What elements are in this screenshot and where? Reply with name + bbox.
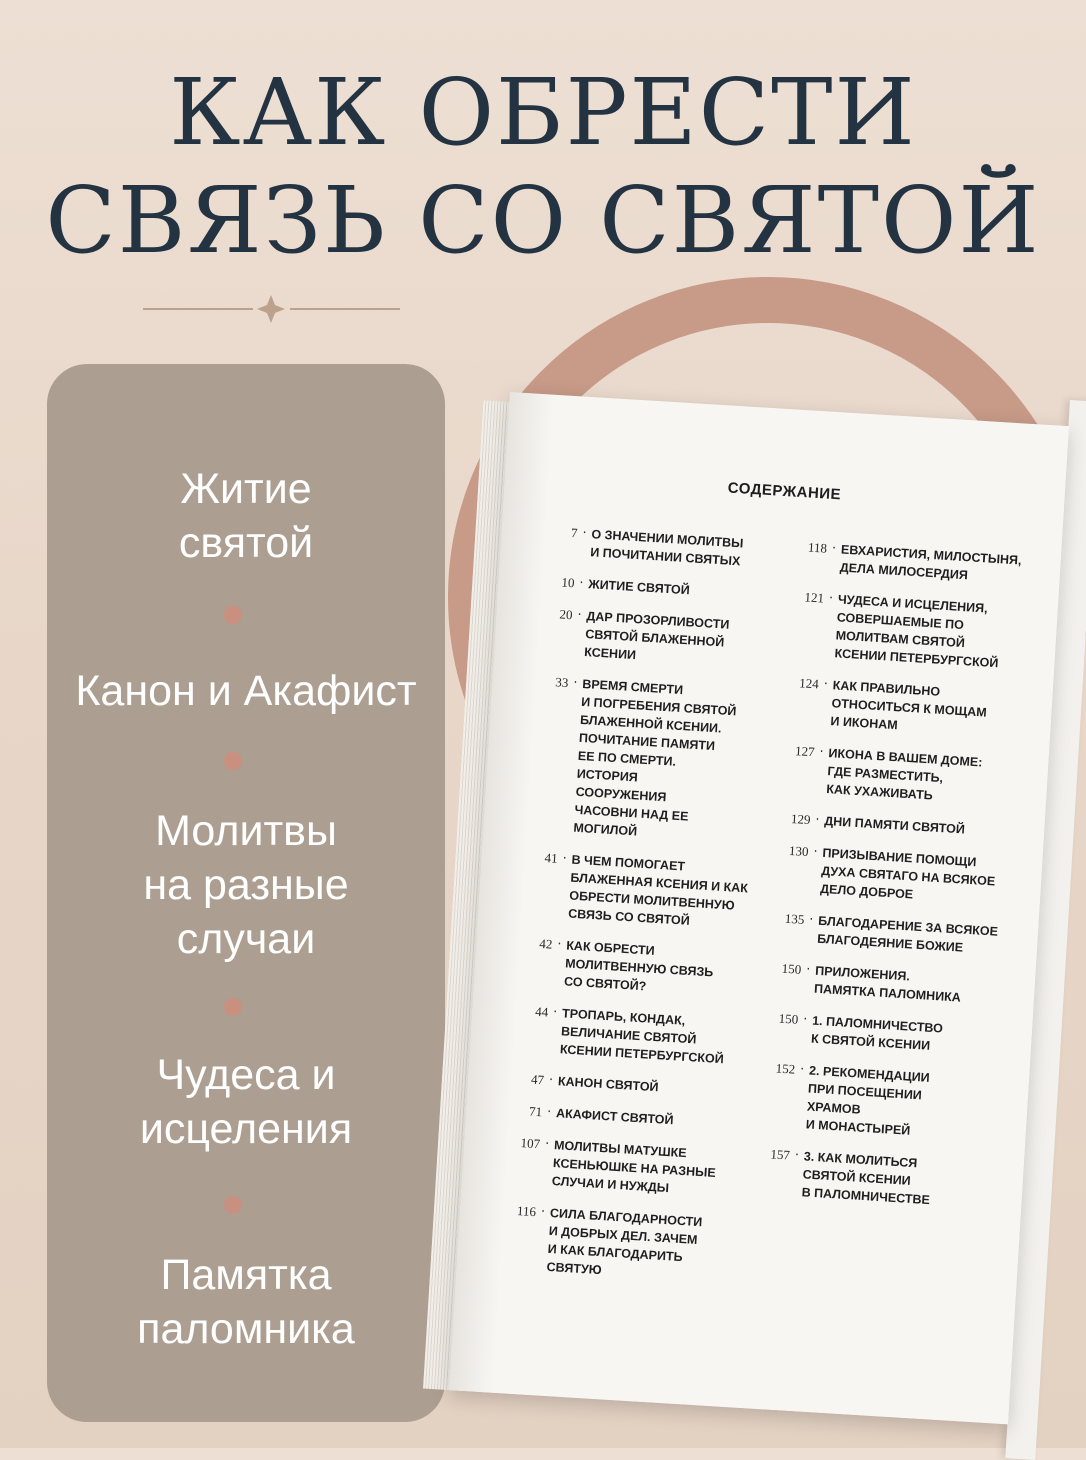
toc-page-number: 129 [790, 810, 811, 828]
toc-entry [751, 1058, 930, 1141]
toc-page-number: 42 [538, 935, 553, 952]
toc-separator: · [581, 525, 588, 541]
toc-page-number: 130 [788, 842, 809, 860]
toc-page-number: 41 [544, 849, 559, 866]
feature-panel [47, 364, 445, 1422]
toc-entry [506, 1001, 727, 1068]
toc-page-number: 33 [554, 674, 569, 691]
toc-entry-title: ВРЕМЯ СМЕРТИ И ПОГРЕБЕНИЯ СВЯТОЙ БЛАЖЕННОЙ КСЕНИИ. ПОЧИТАНИЕ ПАМЯТИ ЕЕ ПО СМЕРТИ. ИСТОРИЯ СООРУЖЕНИЯ ЧАСОВНИ НАД ЕЕ МОГИЛОЙ [573, 676, 737, 839]
toc-page-number: 152 [775, 1060, 796, 1077]
toc-entry [776, 673, 988, 740]
toc-page-number: 47 [530, 1071, 545, 1088]
toc-entry [502, 1101, 674, 1129]
toc-separator: · [540, 1204, 546, 1220]
toc-entry [536, 522, 744, 571]
panel-dot [224, 752, 242, 770]
toc-entry-title: КАНОН СВЯТОЙ [557, 1074, 659, 1095]
toc-entry [770, 809, 965, 839]
toc-entry [510, 933, 715, 999]
toc-page-number: 121 [804, 589, 825, 606]
toc-separator: · [805, 962, 811, 978]
toc-entry [519, 672, 738, 846]
toc-entry [747, 1144, 932, 1209]
toc-entry-title: ЕВХАРИСТИЯ, МИЛОСТЫНЯ, ДЕЛА МИЛОСЕРДИЯ [839, 542, 1022, 583]
toc-entry-title: 2. РЕКОМЕНДАЦИИ ПРИ ПОСЕЩЕНИИ ХРАМОВ И МОНАСТЫРЕЙ [805, 1063, 931, 1138]
toc-separator: · [572, 675, 578, 691]
toc-page-number: 20 [559, 606, 573, 623]
panel-dot [224, 998, 242, 1016]
toc-separator: · [802, 1012, 808, 1028]
toc-page-number: 107 [520, 1135, 541, 1152]
panel-item-canon: Канон и Акафист [75, 667, 417, 715]
toc-entry [766, 841, 997, 909]
toc-entry-title: АКАФИСТ СВЯТОЙ [555, 1106, 674, 1128]
book-page [449, 392, 1069, 1424]
toc-entry-title: ПРИЗЫВАНИЕ ПОМОЩИ ДУХА СВЯТАГО НА ВСЯКОЕ ДЕЛО ДОБРОЕ [819, 845, 996, 902]
toc-entry [772, 741, 983, 808]
toc-entry [504, 1069, 659, 1096]
panel-item-life: Житие святой [178, 465, 314, 567]
toc-separator: · [576, 607, 583, 623]
toc-entry-title: МОЛИТВЫ МАТУШКЕ КСЕНЬЮШКЕ НА РАЗНЫЕ СЛУЧАИ И НУЖДЫ [551, 1138, 717, 1196]
page-title-line-2: СВЯЗЬ СО СВЯТОЙ [45, 167, 1041, 274]
toc-page-number: 118 [807, 539, 828, 556]
book [449, 392, 1069, 1424]
toc-separator: · [548, 1072, 554, 1088]
page-title-line-1: КАК ОБРЕСТИ [169, 59, 917, 166]
toc-separator: · [799, 1061, 805, 1078]
toc-entry [760, 958, 963, 1006]
toc-page-number: 10 [561, 574, 575, 591]
toc-separator: · [828, 590, 834, 607]
toc-entry [763, 909, 999, 959]
toc-entry-title: СИЛА БЛАГОДАРНОСТИ И ДОБРЫХ ДЕЛ. ЗАЧЕМ И КАК БЛАГОДАРИТЬ СВЯТУЮ [546, 1205, 703, 1278]
toc-separator: · [814, 812, 820, 828]
panel-dot [224, 1196, 242, 1214]
toc-entry [780, 587, 1002, 672]
toc-entry-title: БЛАГОДАРЕНИЕ ЗА ВСЯКОЕ БЛАГОДЕЯНИЕ БОЖИЕ [816, 913, 999, 955]
toc-entry [785, 537, 1022, 587]
toc-entry [530, 604, 730, 670]
panel-dot [224, 606, 242, 624]
toc-entry [514, 847, 750, 933]
toc-separator: · [578, 575, 584, 591]
toc-entry-title: ИКОНА В ВАШЕМ ДОМЕ: ГДЕ РАЗМЕСТИТЬ, КАК УХАЖИВАТЬ [825, 746, 983, 803]
toc-separator: · [556, 936, 562, 953]
ornament-icon [252, 293, 290, 325]
toc-separator: · [812, 844, 819, 860]
toc-page-number: 150 [778, 1010, 799, 1027]
toc-separator: · [831, 540, 837, 557]
toc-separator: · [819, 744, 825, 760]
toc-separator: · [562, 851, 568, 867]
toc-entry-title: В ЧЕМ ПОМОГАЕТ БЛАЖЕННАЯ КСЕНИЯ И КАК ОБРЕСТИ МОЛИТВЕННУЮ СВЯЗЬ СО СВЯТОЙ [567, 852, 749, 928]
toc-page-number: 157 [770, 1146, 791, 1163]
toc-page-number: 150 [781, 960, 802, 977]
toc-separator: · [823, 676, 829, 692]
toc-page-number: 44 [534, 1003, 549, 1020]
toc-page-number: 124 [798, 675, 820, 692]
toc-entry-title: ДНИ ПАМЯТИ СВЯТОЙ [823, 814, 966, 837]
toc-separator: · [546, 1104, 552, 1120]
panel-item-prayers: Молитвы на разные случаи [143, 807, 349, 963]
toc-entry-title: 3. КАК МОЛИТЬСЯ СВЯТОЙ КСЕНИИ В ПАЛОМНИЧЕСТВЕ [801, 1149, 931, 1208]
toc-separator: · [544, 1136, 550, 1152]
toc-page-number: 71 [528, 1103, 543, 1120]
divider-left [143, 308, 253, 310]
toc-entry [757, 1008, 944, 1055]
divider-right [290, 308, 400, 310]
toc-separator: · [808, 912, 814, 928]
toc-entry-title: ТРОПАРЬ, КОНДАК, ВЕЛИЧАНИЕ СВЯТОЙ КСЕНИИ ПЕТЕРБУРГСКОЙ [559, 1006, 725, 1067]
toc-entry-title: ДАР ПРОЗОРЛИВОСТИ СВЯТОЙ БЛАЖЕННОЙ КСЕНИИ [583, 609, 730, 663]
toc-entry-title: КАК ОБРЕСТИ МОЛИТВЕННУЮ СВЯЗЬ СО СВЯТОЙ? [563, 938, 714, 994]
toc-entry [534, 572, 690, 599]
toc-entry-title: 1. ПАЛОМНИЧЕСТВО К СВЯТОЙ КСЕНИИ [810, 1013, 944, 1053]
toc-separator: · [552, 1004, 558, 1021]
toc-entry-title: ПРИЛОЖЕНИЯ. ПАМЯТКА ПАЛОМНИКА [813, 963, 962, 1005]
panel-item-pilgrim: Памятка паломника [137, 1251, 355, 1353]
toc-entry [497, 1133, 717, 1200]
toc-page-number: 127 [794, 743, 816, 760]
panel-item-miracles: Чудеса и исцеления [139, 1051, 353, 1153]
toc-page-number: 135 [784, 910, 805, 927]
toc-entry-title: ЧУДЕСА И ИСЦЕЛЕНИЯ, СОВЕРШАЕМЫЕ ПО МОЛИТВАМ СВЯТОЙ КСЕНИИ ПЕТЕРБУРГСКОЙ [834, 592, 999, 671]
toc-entry-title: КАК ПРАВИЛЬНО ОТНОСИТЬСЯ К МОЩАМ И ИКОНАМ [830, 678, 988, 733]
toc-page-number: 116 [516, 1202, 537, 1220]
toc-entry-title: О ЗНАЧЕНИИ МОЛИТВЫ И ПОЧИТАНИИ СВЯТЫХ [589, 527, 744, 569]
toc-entry [492, 1201, 703, 1285]
toc-heading: СОДЕРЖАНИЕ [727, 479, 842, 504]
toc-page-number: 7 [570, 525, 578, 541]
toc-separator: · [794, 1147, 800, 1164]
toc-entry-title: ЖИТИЕ СВЯТОЙ [587, 577, 691, 598]
